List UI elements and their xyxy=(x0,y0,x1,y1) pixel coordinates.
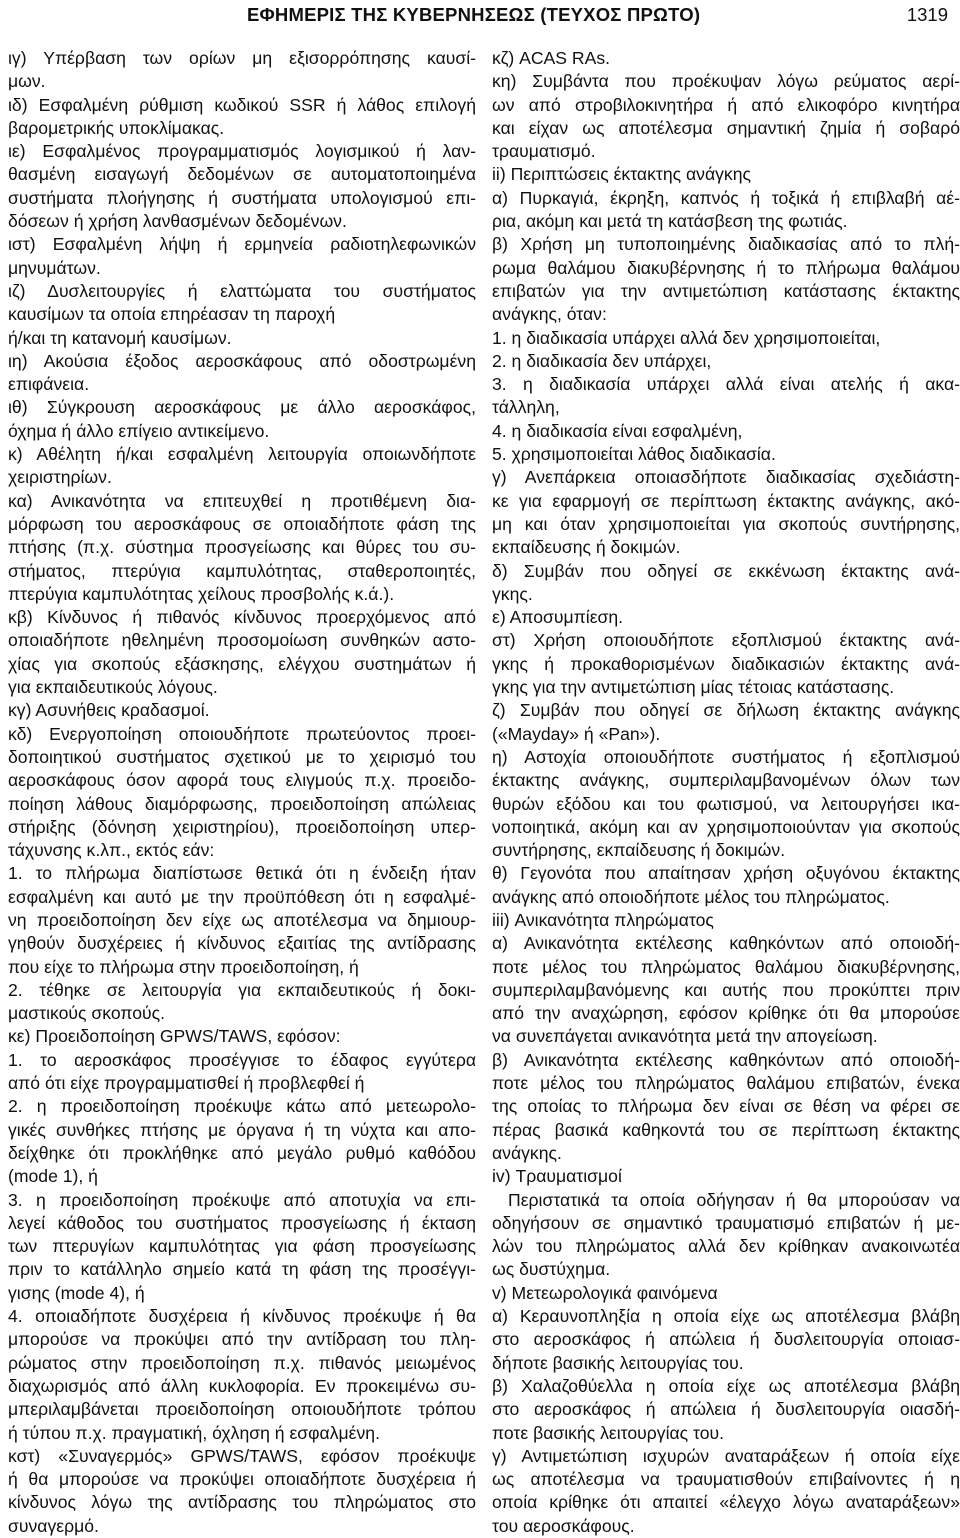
text-line: οποιαδήποτε ηθελημένη προσομοίωση συνθηκών αστο- xyxy=(8,630,476,651)
text-line: χειριστηρίων. xyxy=(8,467,112,488)
text-line: μαστικούς σκοπούς. xyxy=(8,1003,166,1024)
text-line: μων. xyxy=(8,71,46,92)
text-line: δείχθηκε ότι προκλήθηκε από μεγάλο ρυθμό καθόδου xyxy=(8,1142,476,1163)
text-line: συστήματα πλοήγησης ή συστήματα υπολογισμού επι- xyxy=(8,187,476,208)
text-line: 3. η διαδικασία υπάρχει αλλά είναι ατελής ή ακα- xyxy=(492,374,960,395)
text-line: α) Ανικανότητα εκτέλεσης καθηκόντων από οποιοδή- xyxy=(492,933,960,954)
text-line: τραυματισμό. xyxy=(492,141,596,162)
text-line: οποία κρίθηκε ότι απαιτεί «έλεγχο λόγω αναταράξεων» xyxy=(492,1492,960,1513)
text-line: νη προειδοποίηση δεν είχε ως αποτέλεσμα να δημιουρ- xyxy=(8,909,476,930)
text-line: στο αεροσκάφος ή απώλεια ή δυσλειτουργία οιασδή- xyxy=(492,1399,960,1420)
page-header xyxy=(0,0,960,30)
text-line: ποτε βασικής λειτουργίας του. xyxy=(492,1422,725,1443)
text-line: γικές συνθήκες πτήσης με όργανα ή τη νύχτα και απο- xyxy=(8,1119,476,1140)
text-line: β) Χαλαζοθύελλα η οποία είχε ως αποτέλεσμα βλάβη xyxy=(492,1375,960,1396)
text-line: κα) Ανικανότητα να επιτευχθεί η προτιθέμενη δια- xyxy=(8,490,476,511)
text-line: ιθ) Σύγκρουση αεροσκάφους με άλλο αεροσκάφος, xyxy=(8,397,476,418)
text-line: ρια, ακόμη και μετά τη κατάσβεση της φωτιάς. xyxy=(492,211,848,232)
text-line: iii) Ανικανότητα πληρώματος xyxy=(492,909,714,930)
text-line: έκτακτης ανάγκης, συμπεριλαμβανομένων όλων των xyxy=(492,770,960,791)
text-line: δ) Συμβάν που οδηγεί σε εκκένωση έκτακτης ανά- xyxy=(492,560,960,581)
text-line: θασμένη εισαγωγή δεδομένων σε αυτοματοποιημένα xyxy=(8,164,476,185)
text-line: πέρας βασικά καθηκοντά του σε περίπτωση έκτακτης xyxy=(492,1119,960,1140)
text-line: κδ) Ενεργοποίηση οποιουδήποτε πρωτεύοντος προει- xyxy=(8,723,476,744)
text-line: που είχε το πλήρωμα στην προειδοποίηση, ή xyxy=(8,956,359,977)
text-line: λεγεί κάθοδος του συστήματος προσγείωσης ή έκταση xyxy=(8,1212,476,1233)
text-line: πτήσης (π.χ. σύστημα προσγείωσης και θύρες του συ- xyxy=(8,537,476,558)
text-line: θ) Γεγονότα που απαίτησαν χρήση οξυγόνου έκτακτης xyxy=(492,863,960,884)
text-line: από ότι είχε προγραμματισθεί ή προβλεφθεί ή xyxy=(8,1073,365,1094)
text-line: ως δυστύχημα. xyxy=(492,1259,611,1280)
text-line: ποτε μέλος του πληρώματος θαλάμου επιβατών, ένεκα xyxy=(492,1073,960,1094)
text-line: δήποτε βασικής λειτουργίας του. xyxy=(492,1352,744,1373)
text-line: ιστ) Εσφαλμένη λήψη ή ερμηνεία ραδιοτηλεφωνικών xyxy=(8,234,476,255)
text-line: της οποίας το πλήρωμα δεν είναι σε θέση να φέρει σε xyxy=(492,1096,960,1117)
text-line: συναγερμό. xyxy=(8,1515,99,1536)
text-line: ή τύπου π.χ. πραγματική, όχληση ή εσφαλμένη. xyxy=(8,1422,380,1443)
text-line: κβ) Κίνδυνος ή πιθανός κίνδυνος προερχόμενος από xyxy=(8,607,476,628)
text-line: γ) Αντιμετώπιση ισχυρών αναταράξεων ή οποία είχε xyxy=(492,1445,960,1466)
text-line: βαρομετρικής υποκλίμακας. xyxy=(8,117,225,138)
text-line: κ) Αθέλητη ή/και εσφαλμένη λειτουργία οποιωνδήποτε xyxy=(8,444,476,465)
text-line: ων από στροβιλοκινητήρα ή από ελικοφόρο κινητήρα xyxy=(492,94,960,115)
text-line: 1. το αεροσκάφος προσέγγισε το έδαφος εγγύτερα xyxy=(8,1049,476,1070)
text-line: του αεροσκάφους. xyxy=(492,1515,635,1536)
text-line: δόσεων ή χρήση λανθασμένων δεδομένων. xyxy=(8,211,347,232)
text-line: ανάγκης, όταν: xyxy=(492,304,607,325)
text-line: 4. η διαδικασία είναι εσφαλμένη, xyxy=(492,420,743,441)
text-line: κζ) ACAS RAs. xyxy=(492,48,611,68)
text-line: 3. η προειδοποίηση προέκυψε από αποτυχία να επι- xyxy=(8,1189,476,1210)
text-line: μόρφωση του αεροσκάφους σε οποιαδήποτε φάση της xyxy=(8,513,476,534)
text-line: 1. η διαδικασία υπάρχει αλλά δεν χρησιμοποιείται, xyxy=(492,327,881,348)
text-line: μηνυμάτων. xyxy=(8,257,101,278)
text-line: καυσίμων τα οποία επηρέασαν τη παροχή xyxy=(8,304,336,325)
text-line: τάχυνσης κ.λπ., εκτός εάν: xyxy=(8,840,215,861)
text-line: κη) Συμβάντα που προέκυψαν λόγω ρεύματος αερί- xyxy=(492,71,960,92)
text-line: εσφαλμένη και αυτό με την προϋπόθεση ότι η εσφαλμέ- xyxy=(8,886,476,907)
text-line: αεροσκάφους όσον αφορά τους ελιγμούς π.χ. προειδο- xyxy=(8,770,476,791)
text-line: γκης για την αντιμετώπιση μίας τέτοιας κατάστασης. xyxy=(492,677,895,698)
text-line: συμπεριλαμβανόμενης και αυτής που προκύπτει πριν xyxy=(492,979,960,1000)
text-line: μπεριλαμβάνεται προειδοποίηση οποιουδήποτε τρόπου xyxy=(8,1399,476,1420)
text-line: τάλληλη, xyxy=(492,397,560,418)
text-line: ιη) Ακούσια έξοδος αεροσκάφους από οδοστρωμένη xyxy=(8,350,476,371)
text-line: ή/και τη κατανομή καυσίμων. xyxy=(8,327,232,348)
text-line: όχημα ή άλλο επίγειο αντικείμενο. xyxy=(8,420,270,441)
text-line: λών του πληρώματος αλλά δεν κρίθηκαν ανακοινωτέα xyxy=(492,1236,960,1257)
text-line: ποίηση λάθους διαμόρφωσης, προειδοποίηση απώλειας xyxy=(8,793,476,814)
text-line: γ) Ανεπάρκεια οποιασδήποτε διαδικασίας σχεδιάστη- xyxy=(492,467,960,488)
text-line: ρώματος στην προειδοποίηση π.χ. πιθανός μειωμένος xyxy=(8,1352,476,1373)
text-line: ή θα μπορούσε να προκύψει οποιαδήποτε δυσχέρεια ή xyxy=(8,1469,476,1490)
text-line: η) Αστοχία οποιουδήποτε συστήματος ή εξοπλισμού xyxy=(492,746,960,767)
text-line: κίνδυνος λόγω της αντίδρασης του πληρώματος στο xyxy=(8,1492,476,1513)
text-line: β) Ανικανότητα εκτέλεσης καθηκόντων από οποιοδή- xyxy=(492,1049,960,1070)
text-line: κγ) Ασυνήθεις κραδασμοί. xyxy=(8,700,210,721)
text-line: γηθούν δυσχέρειες ή κίνδυνος εξαιτίας της αντίδρασης xyxy=(8,933,476,954)
text-line: κε) Προειδοποίηση GPWS/TAWS, εφόσον: xyxy=(8,1026,341,1047)
text-line: ii) Περιπτώσεις έκτακτης ανάγκης xyxy=(492,164,751,185)
text-line: για εκπαιδευτικούς λόγους. xyxy=(8,677,218,698)
text-line: των πτερυγίων καμπυλότητας για φάση προσγείωσης xyxy=(8,1236,476,1257)
text-line: ανάγκης από οποιοδήποτε μέλος του πληρώματος. xyxy=(492,886,890,907)
left-text-column xyxy=(8,47,476,1538)
text-line: μη και όταν χρησιμοποιείται για σκοπούς συντήρησης, xyxy=(492,513,960,534)
text-line: χίας για σκοπούς εξάσκησης, ελέγχου συστημάτων ή xyxy=(8,653,476,674)
page-number: 1319 xyxy=(906,4,948,25)
text-line: κστ) «Συναγερμός» GPWS/TAWS, εφόσον προέκυψε xyxy=(8,1445,476,1466)
text-line: πριν το κατάλληλο σημείο κατά τη φάση της προσέγγι- xyxy=(8,1259,476,1280)
text-line: ε) Αποσυμπίεση. xyxy=(492,607,624,628)
text-line: και είχαν ως αποτέλεσμα σημαντική ζημία ή σοβαρό xyxy=(492,117,960,138)
text-line: iv) Τραυματισμοί xyxy=(492,1166,622,1187)
text-line: Περιστατικά τα οποία οδήγησαν ή θα μπορούσαν να xyxy=(508,1189,960,1210)
text-line: οδηγήσουν σε σημαντικό τραυματισμό επιβατών ή με- xyxy=(492,1212,960,1233)
text-line: ζ) Συμβάν που οδηγεί σε δήλωση έκτακτης ανάγκης xyxy=(492,700,960,721)
text-line: 1. το πλήρωμα διαπίστωσε θετικά ότι η ένδειξη ήταν xyxy=(8,863,476,884)
text-line: ιγ) Υπέρβαση των ορίων μη εξισορρόπησης καυσί- xyxy=(8,48,476,68)
text-line: γκης ή προκαθορισμένων διαδικασιών έκτακτης ανά- xyxy=(492,653,960,674)
text-line: στ) Χρήση οποιουδήποτε εξοπλισμού έκτακτης ανά- xyxy=(492,630,960,651)
text-line: θυρών εξόδου και του φωτισμού, να λειτουργήσει ικα- xyxy=(492,793,960,814)
text-line: από την αναχώρηση, εφόσον κρίθηκε ότι θα μπορούσε xyxy=(492,1003,960,1024)
text-line: κε για εφαρμογή σε περίπτωση έκτακτης ανάγκης, ακό- xyxy=(492,490,960,511)
text-line: ιζ) Δυσλειτουργίες ή ελαττώματα του συστήματος xyxy=(8,280,476,301)
text-line: ρωμα θαλάμου διακυβέρνησης ή το πλήρωμα θαλάμου xyxy=(492,257,960,278)
right-text-column xyxy=(492,47,960,1538)
text-line: ιδ) Εσφαλμένη ρύθμιση κωδικού SSR ή λάθος επιλογή xyxy=(8,94,476,115)
text-line: εκπαίδευσης ή δοκιμών. xyxy=(492,537,681,558)
text-line: («Mayday» ή «Pan»). xyxy=(492,723,661,744)
text-line: ιε) Εσφαλμένος προγραμματισμός λογισμικού ή λαν- xyxy=(8,141,476,162)
text-line: 4. οποιαδήποτε δυσχέρεια ή κίνδυνος προέκυψε ή θα xyxy=(8,1306,476,1327)
gazette-title: ΕΦΗΜΕΡΙΣ ΤΗΣ ΚΥΒΕΡΝΗΣΕΩΣ (ΤΕΥΧΟΣ ΠΡΩΤΟ) xyxy=(247,4,701,25)
text-line: 2. η προειδοποίηση προέκυψε κάτω από μετεωρολο- xyxy=(8,1096,476,1117)
text-line: ποτε μέλος του πληρώματος θαλάμου διακυβέρνησης, xyxy=(492,956,960,977)
text-line: να συνεπάγεται ανικανότητα μετά την απογείωση. xyxy=(492,1026,878,1047)
text-line: 5. χρησιμοποιείται λάθος διαδικασία. xyxy=(492,444,776,465)
text-line: β) Χρήση μη τυποποιημένης διαδικασίας από το πλή- xyxy=(492,234,960,255)
text-line: δοποιητικού συστήματος σχετικού με το χειρισμό του xyxy=(8,746,476,767)
text-line: νοποιητικά, ακόμη και αν χρησιμοποιούνταν για σκοπούς xyxy=(492,816,960,837)
text-line: στήματος, πτερύγια καμπυλότητας, σταθεροποιητές, xyxy=(8,560,476,581)
text-line: γισης (mode 4), ή xyxy=(8,1282,145,1303)
text-line: 2. η διαδικασία δεν υπάρχει, xyxy=(492,350,712,371)
text-line: στήριξης (δόνηση χειριστηρίου), προειδοποίηση υπερ- xyxy=(8,816,476,837)
text-line: ως αποτέλεσμα να τραυματισθούν επιβαίνοντες ή η xyxy=(492,1469,960,1490)
text-line: επιβατών για την αντιμετώπιση κατάστασης έκτακτης xyxy=(492,280,960,301)
text-line: συντήρησης, εκπαίδευσης ή δοκιμών. xyxy=(492,840,786,861)
text-line: α) Κεραυνοπληξία η οποία είχε ως αποτέλεσμα βλάβη xyxy=(492,1306,960,1327)
text-line: επιφάνεια. xyxy=(8,374,90,395)
text-line: 2. τέθηκε σε λειτουργία για εκπαιδευτικούς ή δοκι- xyxy=(8,979,476,1000)
text-line: πτερύγια καμπυλότητας χείλους προσβολής κ.ά.). xyxy=(8,583,395,604)
text-line: γκης. xyxy=(492,583,533,604)
text-line: διαχωρισμός από άλλη κυκλοφορία. Εν προκειμένω συ- xyxy=(8,1375,476,1396)
text-line: (mode 1), ή xyxy=(8,1166,98,1187)
text-line: στο αεροσκάφος ή απώλεια ή δυσλειτουργία οποιασ- xyxy=(492,1329,960,1350)
text-line: μπορούσε να προκύψει από την αντίδραση του πλη- xyxy=(8,1329,476,1350)
text-line: α) Πυρκαγιά, έκρηξη, καπνός ή τοξικά ή επιβλαβή αέ- xyxy=(492,187,960,208)
text-line: v) Μετεωρολογικά φαινόμενα xyxy=(492,1282,718,1303)
text-line: ανάγκης. xyxy=(492,1142,562,1163)
